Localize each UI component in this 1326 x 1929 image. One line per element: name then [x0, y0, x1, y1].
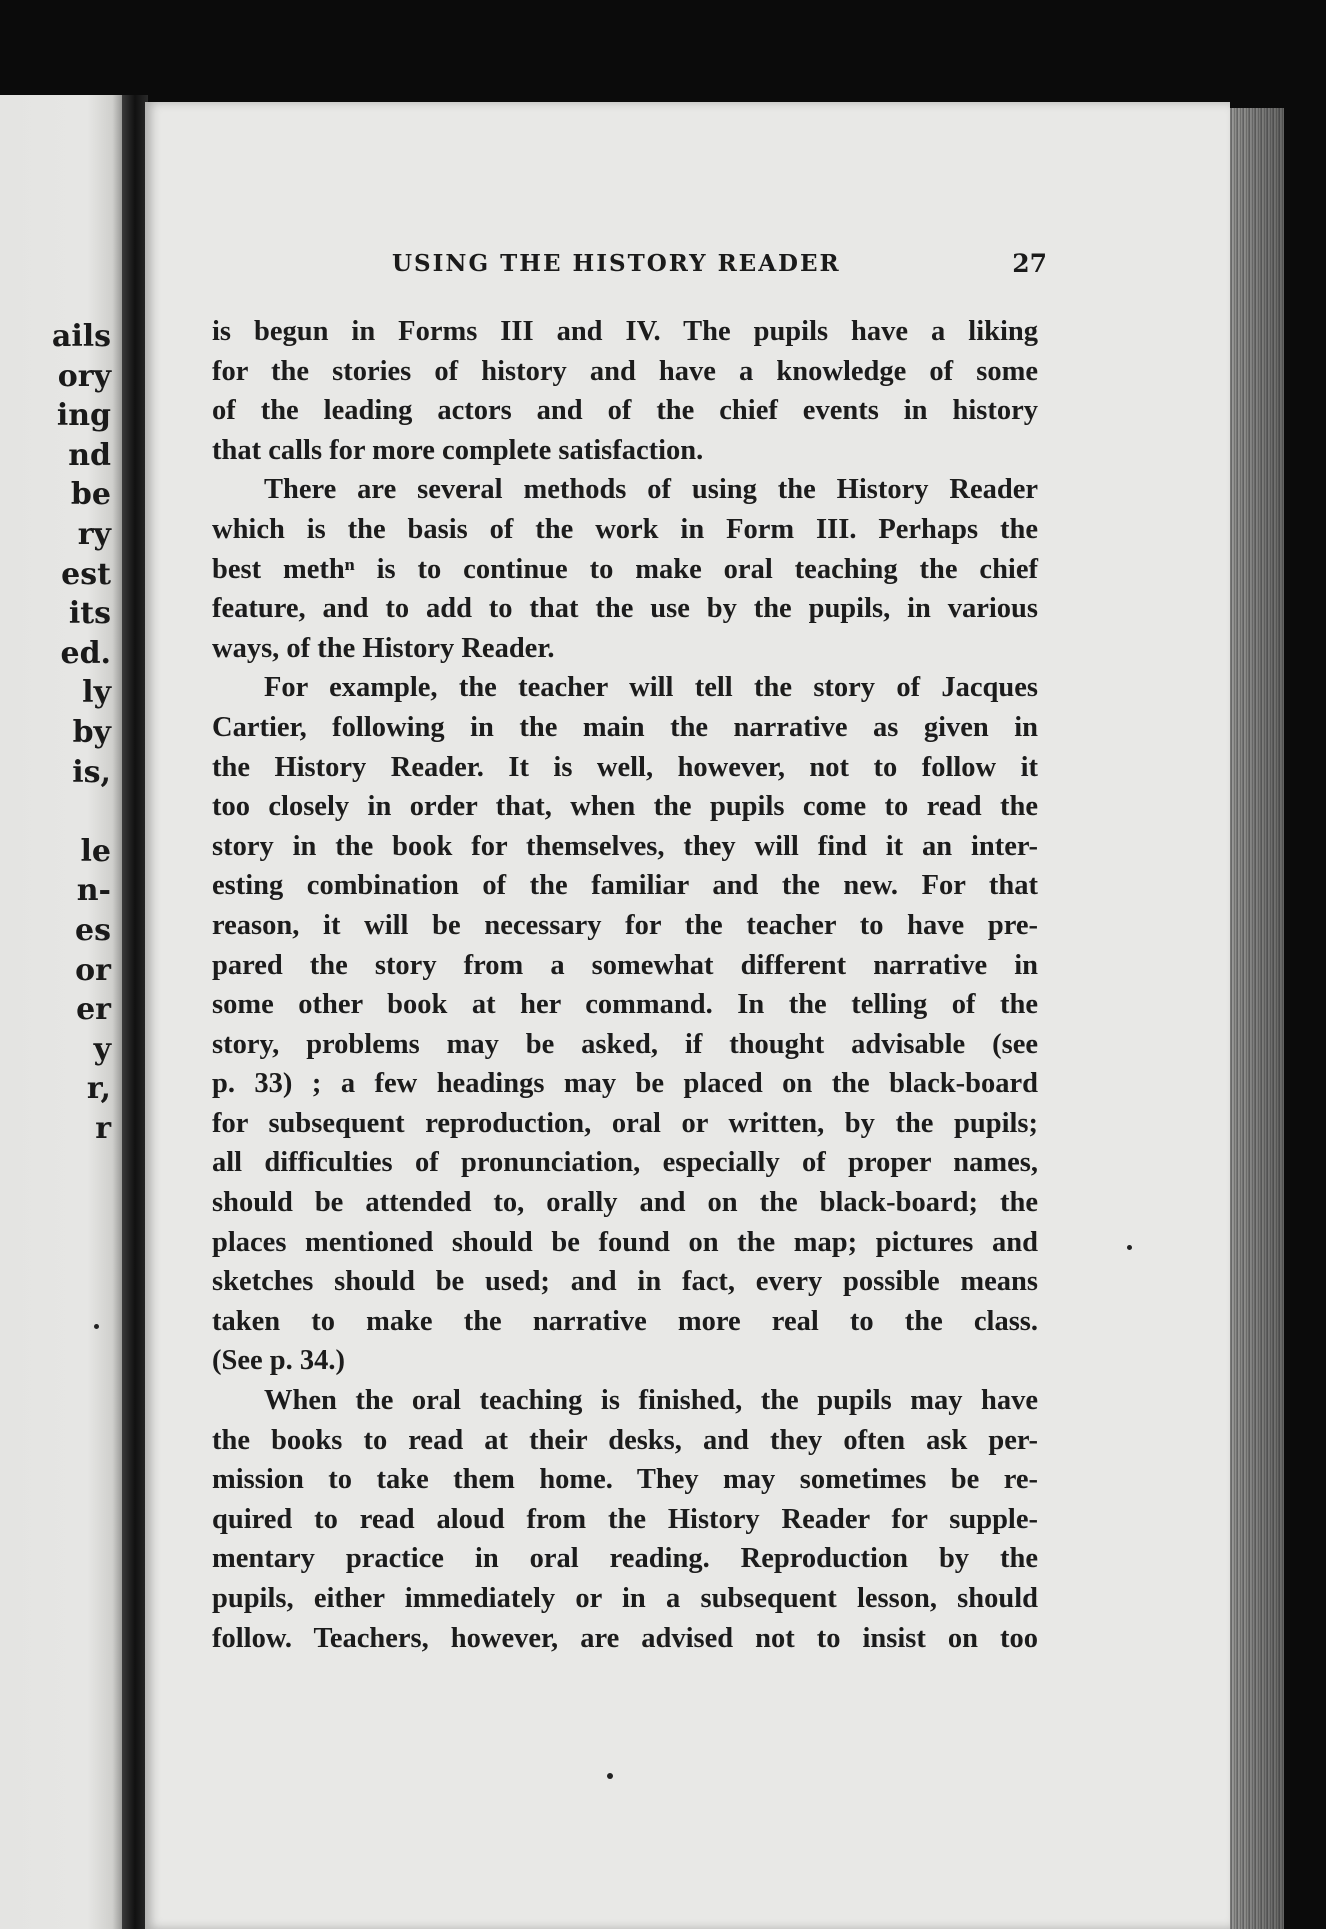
text-line: When the oral teaching is finished, the pupils may have — [264, 1385, 1038, 1417]
left-fragment: nd — [68, 437, 111, 473]
text-line: of the leading actors and of the chief events in history — [212, 395, 1038, 427]
text-line: too closely in order that, when the pupils come to read the — [212, 791, 1038, 823]
body-text — [212, 312, 1038, 1658]
text-line: places mentioned should be found on the map; pictures and — [212, 1226, 1038, 1258]
text-line: the History Reader. It is well, however, not to follow it — [212, 751, 1038, 783]
page-header — [392, 247, 1047, 287]
scan-speck — [1127, 1245, 1132, 1250]
left-fragment: y — [93, 1031, 111, 1067]
left-fragment: r, — [86, 1071, 111, 1107]
text-line: Cartier, following in the main the narrative as given in — [212, 711, 1038, 743]
left-fragment: its — [68, 596, 111, 632]
text-line: should be attended to, orally and on the black-board; the — [212, 1187, 1038, 1219]
text-line: p. 33) ; a few headings may be placed on the black-board — [212, 1068, 1038, 1100]
left-fragment: r — [95, 1110, 111, 1146]
text-line: best methⁿ is to continue to make oral teaching the chief — [212, 553, 1038, 585]
left-fragment-gap — [52, 792, 111, 832]
left-fragment: by — [72, 714, 111, 750]
text-line: quired to read aloud from the History Reader for supple- — [212, 1503, 1038, 1535]
left-fragment: ing — [56, 398, 111, 434]
text-line: story, problems may be asked, if thought advisable (see — [212, 1028, 1038, 1060]
left-facing-page — [0, 95, 125, 1929]
text-line: sketches should be used; and in fact, every possible means — [212, 1266, 1038, 1298]
text-line: pupils, either immediately or in a subsequent lesson, should — [212, 1583, 1038, 1614]
text-line: pared the story from a somewhat different narrative in — [212, 949, 1038, 981]
text-line: There are several methods of using the History Reader — [264, 474, 1038, 506]
text-line: mission to take them home. They may sometimes be re- — [212, 1464, 1038, 1496]
text-line: for subsequent reproduction, oral or written, by the pupils; — [212, 1107, 1038, 1139]
text-line: that calls for more complete satisfaction. — [212, 434, 704, 466]
left-fragment: er — [76, 992, 111, 1028]
text-line: all difficulties of pronunciation, especially of proper names, — [212, 1147, 1038, 1179]
left-fragment: ails — [51, 319, 111, 354]
running-title: USING THE HISTORY READER — [392, 250, 841, 277]
left-fragment: ory — [57, 358, 111, 394]
left-fragment: or — [75, 952, 111, 988]
text-line: mentary practice in oral reading. Reproduction by the — [212, 1543, 1038, 1575]
scan-speck — [607, 1773, 613, 1779]
text-line: which is the basis of the work in Form III. Perhaps the — [212, 513, 1038, 545]
text-line: is begun in Forms III and IV. The pupils have a liking — [212, 316, 1038, 347]
left-fragment: le — [80, 833, 111, 869]
text-line: taken to make the narrative more real to the class. — [212, 1305, 1038, 1337]
left-fragment: ly — [82, 675, 111, 711]
left-fragment: ry — [77, 516, 111, 552]
left-fragment: is, — [72, 754, 111, 790]
left-fragment: est — [61, 556, 111, 592]
left-page-line-fragments — [52, 317, 111, 1148]
left-fragment: es — [75, 912, 111, 948]
text-line: (See p. 34.) — [212, 1345, 345, 1377]
page-number: 27 — [1012, 249, 1047, 278]
text-line: feature, and to add to that the use by the pupils, in various — [212, 593, 1038, 625]
text-line: for the stories of history and have a knowledge of some — [212, 355, 1038, 387]
text-line: the books to read at their desks, and they often ask per- — [212, 1424, 1038, 1456]
text-line: story in the book for themselves, they will find it an inter- — [212, 830, 1038, 862]
text-line: For example, the teacher will tell the story of Jacques — [264, 672, 1038, 704]
left-fragment: n- — [76, 873, 111, 909]
left-fragment: be — [70, 477, 111, 513]
text-line: esting combination of the familiar and the new. For that — [212, 870, 1038, 902]
text-line: follow. Teachers, however, are advised not to insist on too — [212, 1622, 1038, 1654]
page-edge-stack — [1222, 108, 1284, 1929]
scan-speck — [94, 1324, 99, 1329]
left-fragment: ed. — [60, 635, 111, 671]
text-line: ways, of the History Reader. — [212, 632, 555, 664]
text-line: reason, it will be necessary for the teacher to have pre- — [212, 909, 1038, 941]
text-line: some other book at her command. In the telling of the — [212, 989, 1038, 1021]
